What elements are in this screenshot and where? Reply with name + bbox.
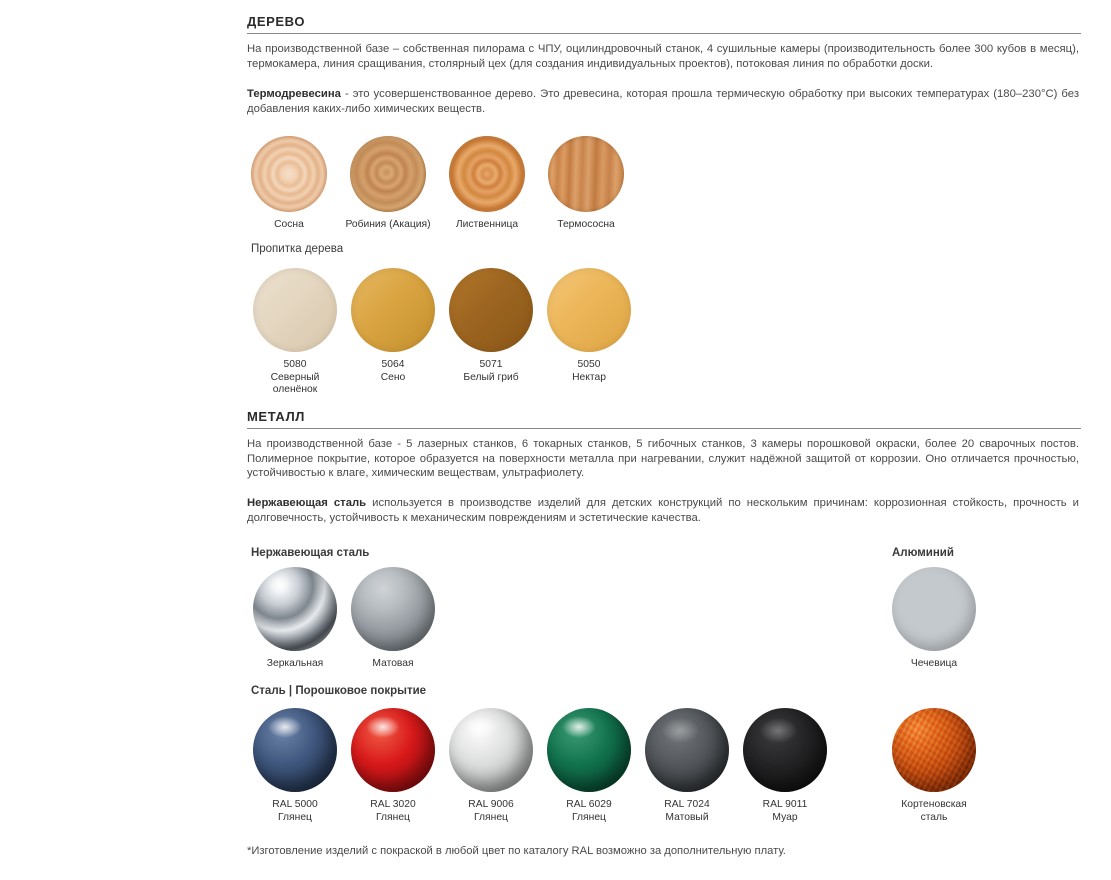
swatch-finish: Муар [772, 811, 798, 823]
ral-5000-color [253, 708, 337, 792]
metal-paragraph-1: На производственной базе - 5 лазерных станков, 6 токарных станков, 5 гибочных станков, 3 камеры порошковой окраски, более 20 сварочных постов. Полимерное покрытие, которое образуется на поверхности металла при нагревании, служит надёжной защитой от коррозии. Оно отличается прочностью, устойчивостью к влаге, химическим веществам, ультрафиолету. [247, 438, 1079, 480]
swatch-label: Чечевица [910, 658, 958, 669]
swatch-code: 5050 [577, 359, 601, 370]
swatch-impregnation-5080[interactable] [247, 268, 343, 397]
swatch-code: RAL 9006 [468, 799, 514, 810]
metal-paragraph-2-text: используется в производстве изделий для детских конструкций по нескольким причинам: коррозионная стойкость, прочность и долговечность, устойчивость к механическим повреждениям и эстетические качества. [247, 497, 1079, 524]
impregnation-label: Пропитка дерева [251, 243, 344, 255]
section-divider-metal [247, 428, 1081, 429]
swatch-label [443, 359, 539, 384]
ral-3020-color [351, 708, 435, 792]
swatch-code: RAL 7024 [664, 799, 710, 810]
swatch-ral-9006[interactable] [443, 708, 539, 824]
stainless-matte-texture [351, 567, 435, 651]
swatch-label: Термососна [557, 219, 615, 230]
swatch-name: Кортеновская [901, 799, 967, 810]
swatch-name-2: сталь [920, 811, 948, 823]
wood-paragraph-1: На производственной базе – собственная пилорама с ЧПУ, оцилиндровочный станок, 4 сушильные камеры (производительность более 300 кубов в месяц), термокамера, линия сращивания, столярный цех (для создания индивидуальных проектов), потоковая линия по обработки доски. [247, 43, 1079, 70]
swatch-code: RAL 5000 [272, 799, 318, 810]
swatch-ral-9011[interactable] [737, 708, 833, 824]
wood-larch-texture [449, 136, 525, 212]
swatch-ral-3020[interactable] [345, 708, 441, 824]
swatch-finish: Глянец [474, 811, 508, 823]
impregnation-5050-color [547, 268, 631, 352]
swatch-label [443, 799, 539, 824]
swatch-label [247, 359, 343, 397]
swatch-finish: Глянец [572, 811, 606, 823]
swatch-aluminium-lentil[interactable] [886, 567, 982, 671]
ral-6029-color [547, 708, 631, 792]
swatch-label [345, 359, 441, 384]
swatch-wood-thermopine[interactable] [538, 136, 634, 232]
swatch-wood-robinia[interactable] [340, 136, 436, 232]
aluminium-label: Алюминий [892, 547, 954, 559]
swatch-label [345, 799, 441, 824]
ral-9011-color [743, 708, 827, 792]
ral-7024-color [645, 708, 729, 792]
swatch-name: Белый гриб [463, 371, 519, 383]
section-divider-wood [247, 33, 1081, 34]
wood-paragraph-2 [247, 87, 1079, 116]
swatch-code: 5071 [479, 359, 503, 370]
swatch-name: Нектар [572, 371, 606, 383]
swatch-stainless-matte[interactable] [345, 567, 441, 671]
swatch-name-2: оленёнок [272, 384, 318, 395]
aluminium-lentil-texture [892, 567, 976, 651]
swatch-impregnation-5071[interactable] [443, 268, 539, 384]
wood-paragraph-2-bold: Термодревесина [247, 88, 341, 100]
swatch-label [639, 799, 735, 824]
swatch-label [541, 359, 637, 384]
swatch-stainless-mirror[interactable] [247, 567, 343, 671]
swatch-ral-5000[interactable] [247, 708, 343, 824]
swatch-impregnation-5050[interactable] [541, 268, 637, 384]
swatch-label: Зеркальная [266, 658, 324, 669]
wood-sosna-texture [251, 136, 327, 212]
impregnation-5064-color [351, 268, 435, 352]
swatch-code: 5064 [381, 359, 405, 370]
swatch-korten-steel[interactable] [886, 708, 982, 824]
swatch-label [737, 799, 833, 824]
swatch-label: Лиственница [455, 219, 519, 230]
swatch-label: Сосна [274, 219, 304, 230]
section-title-wood: ДЕРЕВО [247, 14, 306, 29]
metal-paragraph-2 [247, 496, 1079, 525]
swatch-label [247, 799, 343, 824]
swatch-label: Матовая [372, 658, 414, 669]
stainless-label: Нержавеющая сталь [251, 547, 370, 559]
swatch-code: RAL 9011 [762, 799, 808, 810]
swatch-finish: Глянец [278, 811, 312, 823]
stainless-mirror-texture [253, 567, 337, 651]
wood-paragraph-2-text: - это усовершенствованное дерево. Это древесина, которая прошла термическую обработку при высоких температурах (180–230°C) без добавления каких-либо химических веществ. [247, 88, 1079, 115]
powder-coating-label: Сталь | Порошковое покрытие [251, 685, 427, 697]
swatch-ral-7024[interactable] [639, 708, 735, 824]
korten-steel-texture [892, 708, 976, 792]
swatch-wood-sosna[interactable] [241, 136, 337, 232]
swatch-code: 5080 [283, 359, 307, 370]
impregnation-5071-color [449, 268, 533, 352]
swatch-wood-larch[interactable] [439, 136, 535, 232]
swatch-label: Робиния (Акация) [345, 219, 431, 230]
swatch-name: Северный [270, 371, 320, 383]
ral-9006-color [449, 708, 533, 792]
swatch-impregnation-5064[interactable] [345, 268, 441, 384]
swatch-label [886, 799, 982, 824]
swatch-code: RAL 6029 [566, 799, 612, 810]
section-header-metal [247, 409, 1081, 429]
swatch-ral-6029[interactable] [541, 708, 637, 824]
section-title-metal: МЕТАЛЛ [247, 409, 306, 424]
metal-paragraph-2-bold: Нержавеющая сталь [247, 497, 367, 509]
swatch-code: RAL 3020 [370, 799, 416, 810]
footnote: *Изготовление изделий с покраской в любой цвет по каталогу RAL возможно за дополнительную плату. [247, 845, 786, 857]
wood-thermopine-texture [548, 136, 624, 212]
swatch-label [541, 799, 637, 824]
swatch-name: Сено [380, 371, 406, 383]
wood-robinia-texture [350, 136, 426, 212]
swatch-finish: Глянец [376, 811, 410, 823]
impregnation-5080-color [253, 268, 337, 352]
swatch-finish: Матовый [665, 811, 709, 823]
section-header-wood [247, 14, 1081, 34]
